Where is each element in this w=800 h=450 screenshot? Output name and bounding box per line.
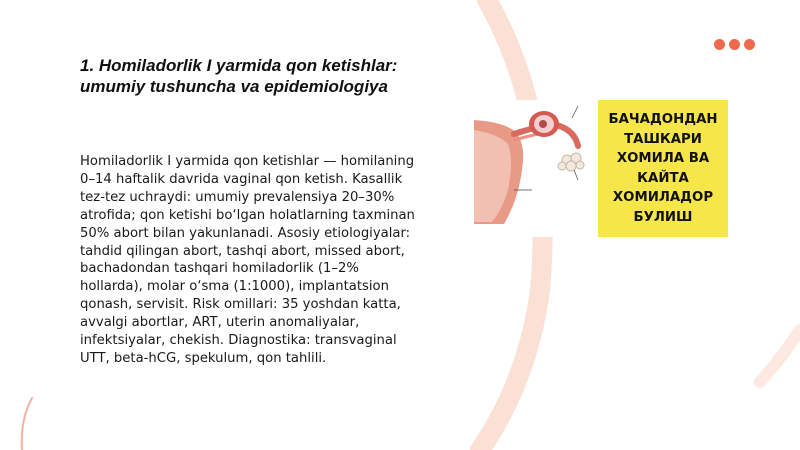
anatomy-image: [474, 100, 598, 237]
caption-line: ТАШКАРИ: [624, 131, 702, 147]
caption-line: БУЛИШ: [633, 209, 693, 225]
slide-title: 1. Homiladorlik I yarmida qon ketishlar: umumiy tushuncha va epidemiologiya: [80, 56, 398, 96]
dot-icon: [714, 39, 725, 50]
dot-icon: [729, 39, 740, 50]
illustration: [474, 100, 728, 237]
ectopic-pregnancy-caption-box: [598, 100, 728, 237]
caption-line: ХОМИЛА ВА: [616, 151, 710, 166]
decorative-dots: [714, 39, 760, 51]
slide-body: Homiladorlik I yarmida qon ketishlar — homilaning 0–14 haftalik davrida vaginal qon ketish. Kasallik tez-tez uchraydi: umumiy prevalensiya 20–30% atrofida; qon ketishi bo‘lgan holatlarning taxminan 50% abort bilan yakunlanadi. Asosiy etiologiyalar: tahdid qilingan abort, tashqi abort, missed abort, bachadondan tashqari homiladorlik (1–2% hollarda), molar o‘sma (1:1000), implantatsion qonash, servisit. Risk omillari: 35 yoshdan katta, avvalgi abortlar, ART, uterin anomaliyalar, infektsiyalar, chekish. Diagnostika: transvaginal UTT, beta-hCG, spekulum, qon tahlili.: [80, 154, 415, 366]
dot-icon: [744, 39, 755, 50]
caption-line: ХОМИЛАДОР: [612, 190, 714, 205]
uterus-ectopic-pregnancy-icon: [474, 100, 598, 237]
arc-icon: [22, 398, 32, 450]
arc-icon: [760, 330, 800, 382]
caption-line: КАЙТА: [637, 170, 689, 186]
caption-line: БАЧАДОНДАН: [608, 112, 718, 127]
